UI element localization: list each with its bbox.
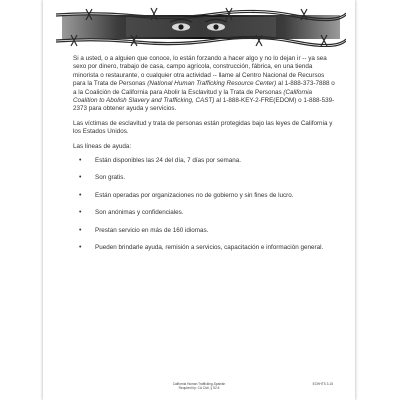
protection-paragraph: Las víctimas de esclavitud y trata de personas están protegidas bajo las leyes de California y los Estados Unidos. — [73, 119, 333, 136]
list-item: • Prestan servicio en más de 160 idiomas. — [73, 227, 338, 235]
nhtrc-name: (National Human Trafficking Resource Center) — [147, 80, 277, 88]
list-item: • Pueden brindarle ayuda, remisión a servicios, capacitación e información general. — [73, 244, 338, 252]
poster-footer — [43, 380, 355, 394]
poster-body — [73, 55, 338, 262]
form-code: ECHHTS 3-15 — [312, 382, 333, 386]
list-item: • Están operadas por organizaciones no de gobierno y sin fines de lucro. — [73, 192, 338, 200]
list-item: • Son anónimas y confidenciales. — [73, 209, 338, 217]
list-item: • Están disponibles las 24 del día, 7 días por semana. — [73, 157, 338, 165]
footer-requirement: Required by: CA Civil, § 52.6 — [178, 386, 220, 390]
poster-page — [43, 0, 355, 400]
footer-title: California Human Trafficking-Spanish — [172, 382, 226, 386]
barbed-wire-eyes-banner — [56, 7, 346, 47]
cast-name: (California Coalition to Abolish Slavery and Trafficking, CAST) — [73, 88, 313, 105]
hotlines-heading: Las líneas de ayuda: — [73, 142, 132, 150]
list-item: • Son gratis. — [73, 174, 338, 182]
hotline-features-list — [73, 157, 338, 252]
hotline-paragraph: Si a usted, o a alguien que conoce, lo están forzando a hacer algo y no lo dejan ir -- ya sea sexo por dinero, trabajo de casa, campo agrícola, construcción, fábrica, en una tienda minorista o restaurante, o cualquier otra actividad -- llame al Centro Nacional de Recursos para la Trata de Personas (National Human Trafficking Resource Center) al 1-888-373-7888 o a la Coalición de California para Abolir la Esclavitud y la Trata de Personas (California Coalition to Abolish Slavery and Trafficking, CAST) al 1-888-KEY-2-FRE(EDOM) o 1-888-539-2373 para obtener ayuda y servicios. — [73, 55, 335, 113]
